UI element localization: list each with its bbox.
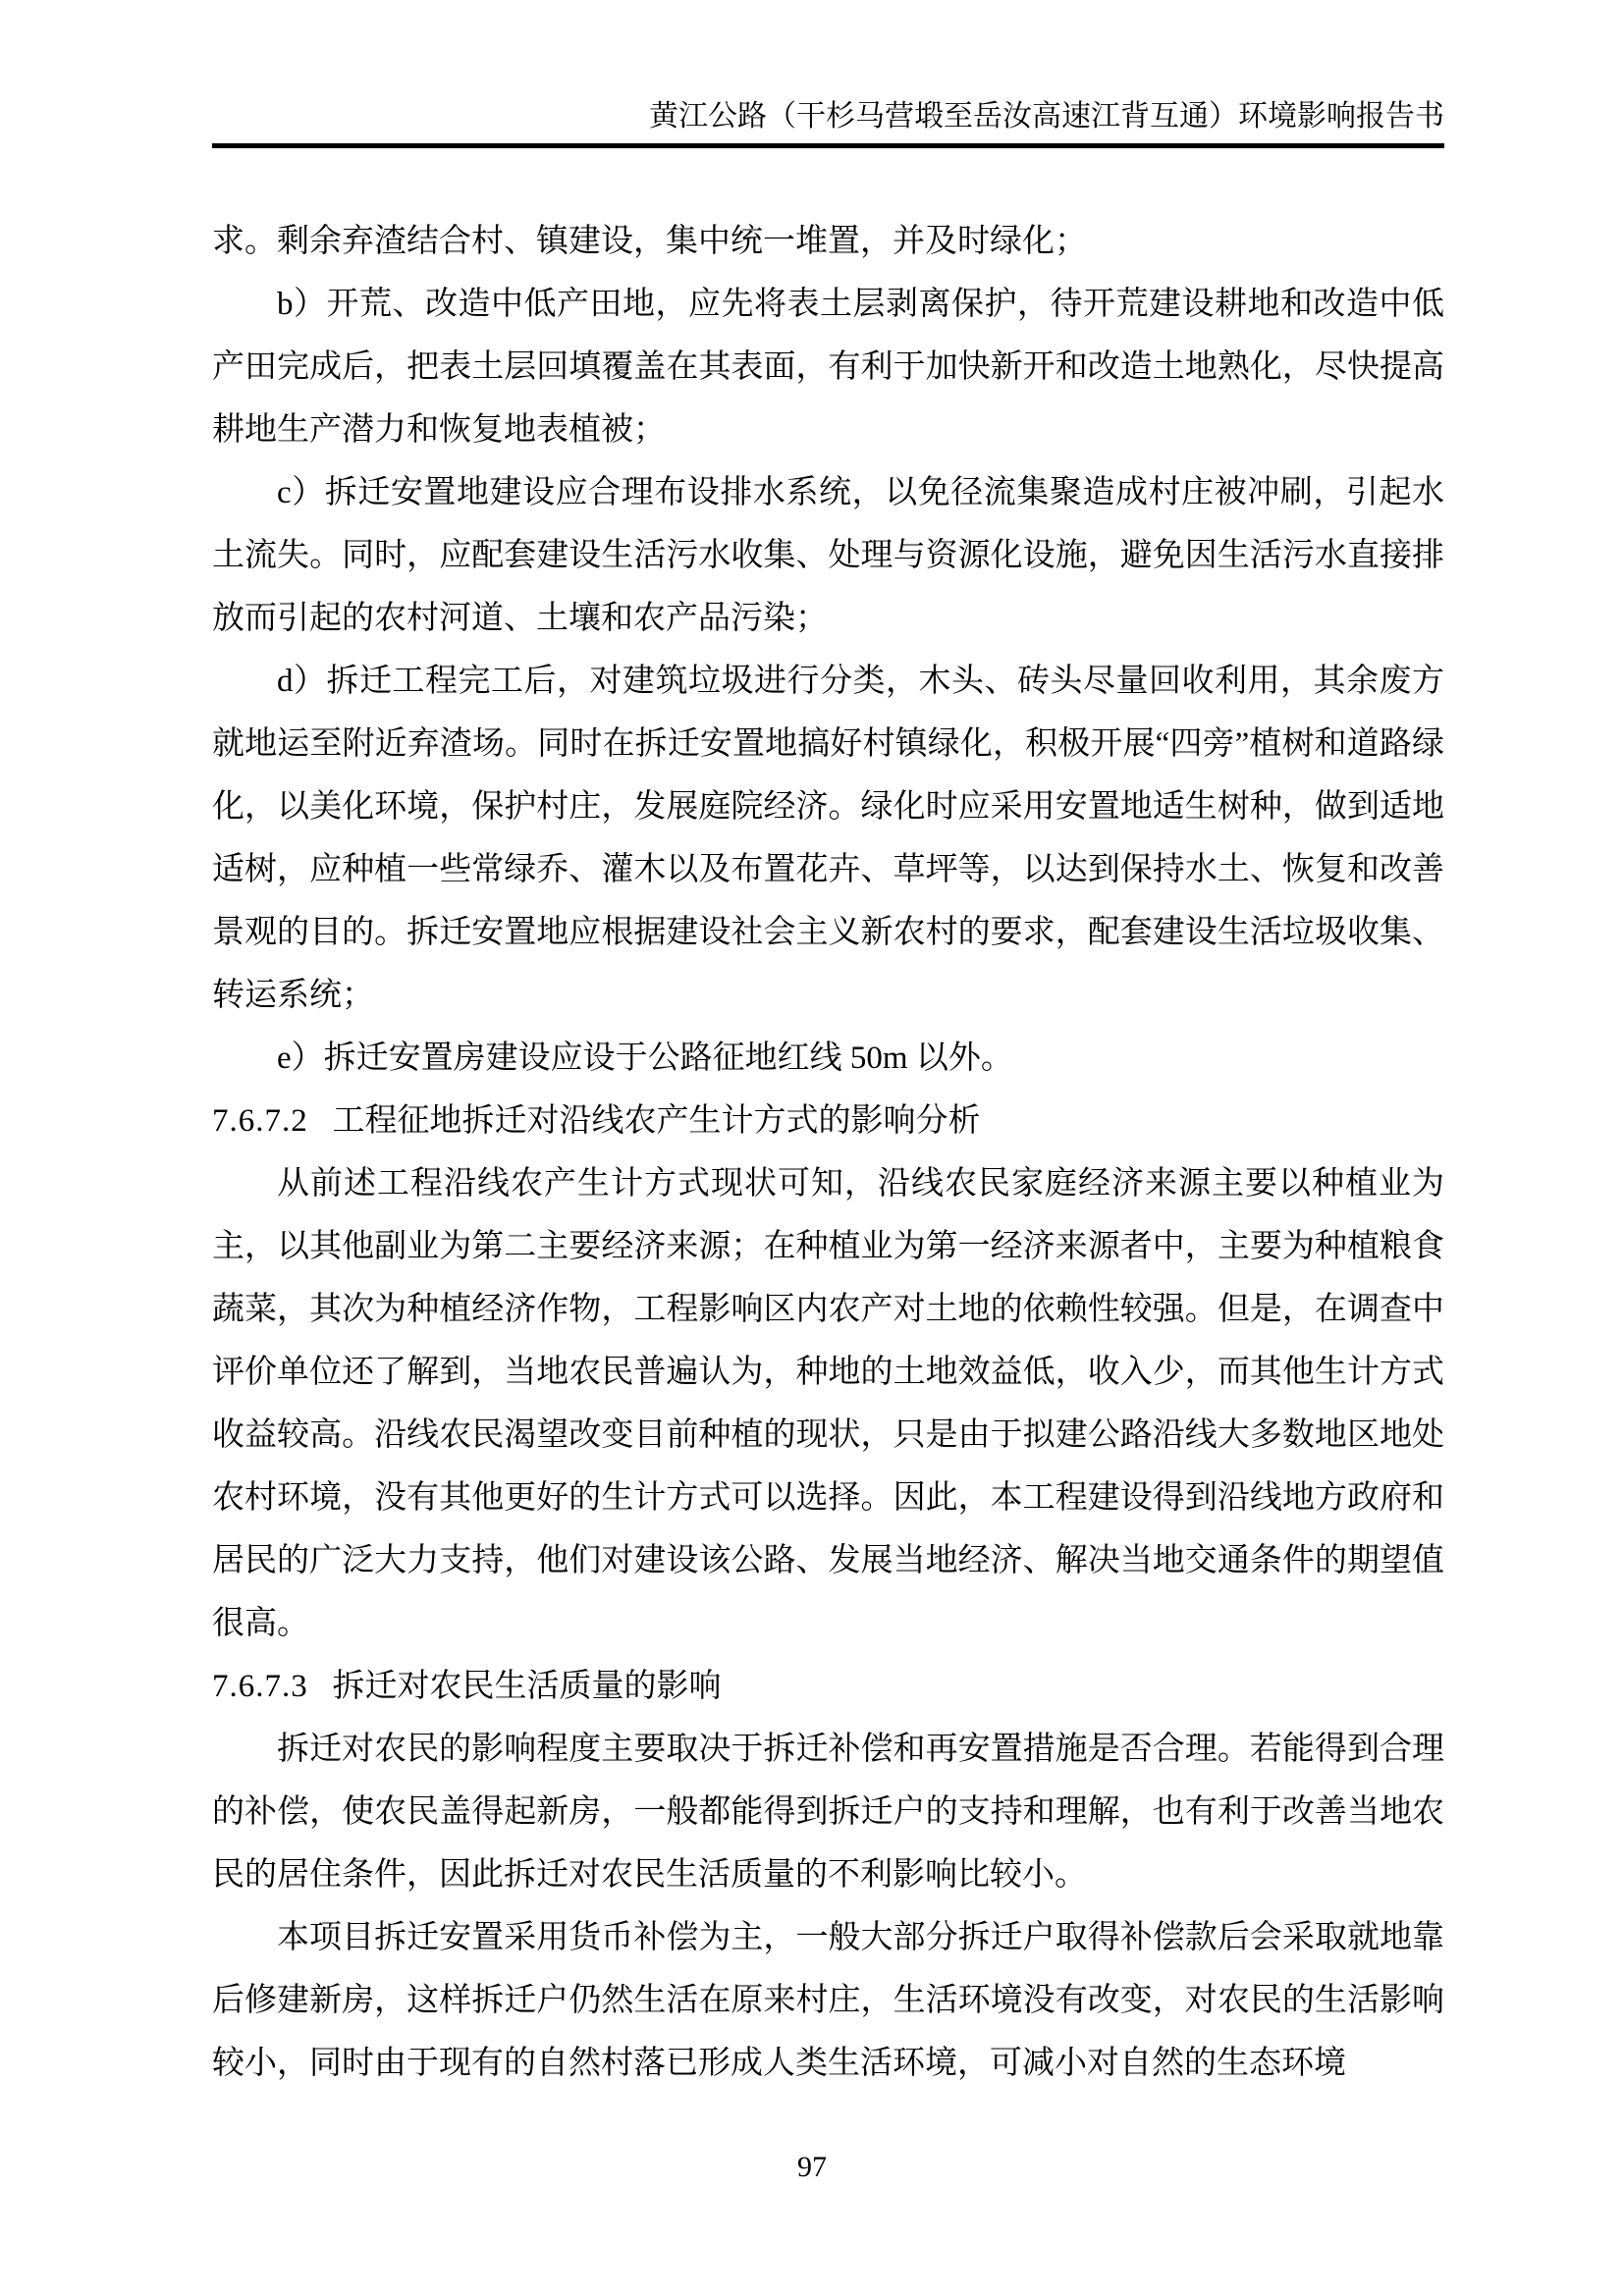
- paragraph-livelihood-analysis: 从前述工程沿线农产生计方式现状可知，沿线农民家庭经济来源主要以种植业为主，以其他副业为第二主要经济来源；在种植业为第一经济来源者中，主要为种植粮食蔬菜，其次为种植经济作物，工程影响区内农产对土地的依赖性较强。但是，在调查中评价单位还了解到，当地农民普遍认为，种地的土地效益低，收入少，而其他生计方式收益较高。沿线农民渴望改变目前种植的现状，只是由于拟建公路沿线大多数地区地处农村环境，没有其他更好的生计方式可以选择。因此，本工程建设得到沿线地方政府和居民的广泛大力支持，他们对建设该公路、发展当地经济、解决当地交通条件的期望值很高。: [212, 1166, 1444, 1641]
- paragraph-item-c: c）拆迁安置地建设应合理布设排水系统，以免径流集聚造成村庄被冲刷，引起水土流失。同时，应配套建设生活污水收集、处理与资源化设施，避免因生活污水直接排放而引起的农村河道、土壤和农产品污染；: [212, 475, 1444, 636]
- paragraph-life-quality-1: 拆迁对农民的影响程度主要取决于拆迁补偿和再安置措施是否合理。若能得到合理的补偿，使农民盖得起新房，一般都能得到拆迁户的支持和理解，也有利于改善当地农民的居住条件，因此拆迁对农民生活质量的不利影响比较小。: [212, 1732, 1444, 1893]
- section-heading-7-6-7-3: [212, 1655, 1444, 1718]
- paragraph-item-e: e）拆迁安置房建设应设于公路征地红线 50m 以外。: [277, 1041, 1013, 1076]
- page-number: 97: [797, 2151, 827, 2183]
- page-header: [212, 96, 1444, 137]
- document-body: [212, 210, 1444, 2095]
- header-rule: [212, 143, 1444, 148]
- paragraph-item-d: d）拆迁工程完工后，对建筑垃圾进行分类，木头、砖头尽量回收利用，其余废方就地运至附近弃渣场。同时在拆迁安置地搞好村镇绿化，积极开展“四旁”植树和道路绿化，以美化环境，保护村庄，发展庭院经济。绿化时应采用安置地适生树种，做到适地适树，应种植一些常绿乔、灌木以及布置花卉、草坪等，以达到保持水土、恢复和改善景观的目的。拆迁安置地应根据建设社会主义新农村的要求，配套建设生活垃圾收集、转运系统；: [212, 664, 1444, 1013]
- page-footer: [0, 2146, 1624, 2189]
- section-number: 7.6.7.3: [212, 1669, 308, 1704]
- header-title: 黄江公路（干杉马营塅至岳汝高速江背互通）环境影响报告书: [649, 100, 1444, 133]
- section-heading-7-6-7-2: [212, 1090, 1444, 1152]
- section-title: 工程征地拆迁对沿线农产生计方式的影响分析: [332, 1103, 981, 1139]
- paragraph-item-b: b）开荒、改造中低产田地，应先将表土层剥离保护，待开荒建设耕地和改造中低产田完成后，把表土层回填覆盖在其表面，有利于加快新开和改造土地熟化，尽快提高耕地生产潜力和恢复地表植被；: [212, 287, 1444, 448]
- paragraph-life-quality-2: 本项目拆迁安置采用货币补偿为主，一般大部分拆迁户取得补偿款后会采取就地靠后修建新房，这样拆迁户仍然生活在原来村庄，生活环境没有改变，对农民的生活影响较小，同时由于现有的自然村落已形成人类生活环境，可减小对自然的生态环境: [212, 1920, 1444, 2081]
- paragraph-continuation: 求。剩余弃渣结合村、镇建设，集中统一堆置，并及时绿化；: [212, 224, 1087, 259]
- section-title: 拆迁对农民生活质量的影响: [332, 1669, 722, 1704]
- section-number: 7.6.7.2: [212, 1103, 308, 1139]
